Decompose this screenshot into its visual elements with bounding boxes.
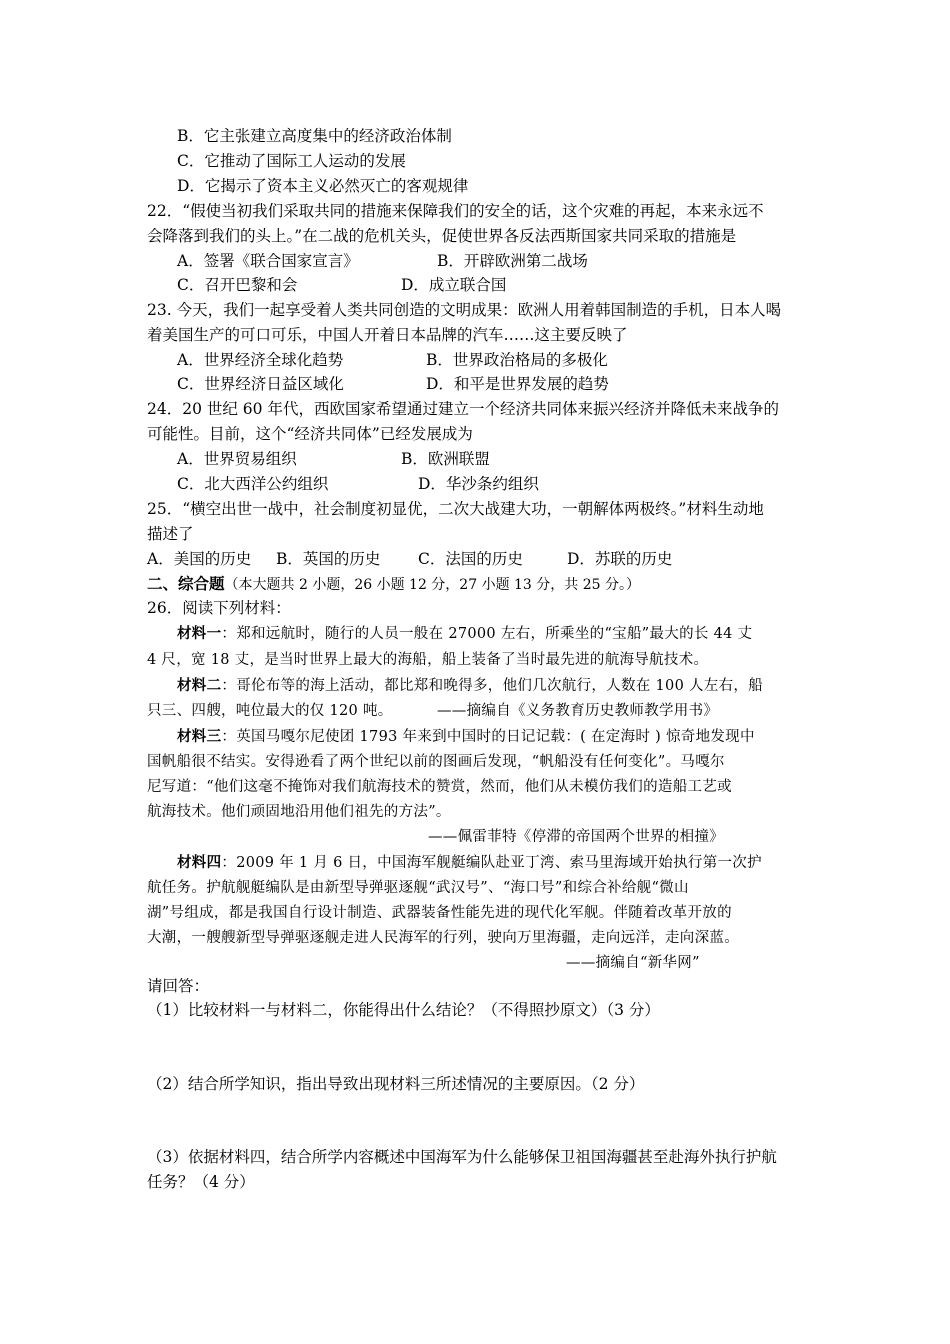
section2-title: 二、综合题 — [147, 574, 225, 593]
q24-stem-line2: 可能性。目前，这个“经济共同体”已经发展成为 — [147, 425, 473, 443]
q26-sub3-line1: （3）依据材料四，结合所学内容概述中国海军为什么能够保卫祖国海疆甚至赴海外执行护航 — [147, 1148, 777, 1166]
q22-option-c: C．召开巴黎和会 — [177, 276, 298, 294]
q24-option-b: B．欧洲联盟 — [401, 450, 490, 468]
q26-ask: 请回答： — [147, 977, 210, 995]
q22-stem-line2: 会降落到我们的头上。”在二战的危机关头，促使世界各反法西斯国家共同采取的措施是 — [147, 227, 737, 245]
q26-material1-label: 材料一 — [177, 625, 222, 642]
q25-option-d: D．苏联的历史 — [567, 550, 673, 568]
q26-sub3-line2: 任务？（4 分） — [147, 1173, 255, 1191]
q26-material4-line3: 湖”号组成，都是我国自行设计制造、武器装备性能先进的现代化军舰。伴随着改革开放的 — [147, 905, 732, 921]
q26-material1-text1: ：郑和远航时，随行的人员一般在 27000 左右，所乘坐的“宝船”最大的长 44 丈 — [221, 626, 753, 642]
q26-material3-source: ——佩雷菲特《停滞的帝国两个世界的相撞》 — [428, 829, 724, 845]
q26-material4-line4: 大潮，一艘艘新型导弹驱逐舰走进人民海军的行列，驶向万里海疆，走向远洋，走向深蓝。 — [147, 930, 739, 946]
q24-stem-line1: 24．20 世纪 60 年代，西欧国家希望通过建立一个经济共同体来振兴经济并降低未来战争的 — [147, 400, 779, 418]
q26-sub2: （2）结合所学知识，指出导致出现材料三所述情况的主要原因。（2 分） — [147, 1075, 645, 1093]
q26-material3-line1 — [177, 727, 755, 747]
q24-option-d: D．华沙条约组织 — [418, 475, 539, 493]
q26-material3-line3: 尼写道：“他们这毫不掩饰对我们航海技术的赞赏，然而，他们从未模仿我们的造船工艺或 — [147, 779, 732, 795]
q25-option-a: A．美国的历史 — [147, 550, 252, 568]
q26-material3-text1: ：英国马嘎尔尼使团 1793 年来到中国时的日记记载：( 在定海时 ) 惊奇地发现中 — [221, 729, 755, 745]
q26-material2-text2: 只三、四艘，吨位最大的仅 120 吨。 — [147, 703, 393, 719]
q26-material2-label: 材料二 — [177, 677, 222, 694]
q26-intro: 26．阅读下列材料： — [147, 599, 291, 617]
q21-option-c: C．它推动了国际工人运动的发展 — [177, 152, 406, 170]
q26-material2-source: ——摘编自《义务教育历史教师教学用书》 — [437, 703, 719, 719]
q23-stem-line1: 23. 今天，我们一起享受着人类共同创造的文明成果：欧洲人用着韩国制造的手机，日本人喝 — [147, 301, 782, 319]
q26-sub1: （1）比较材料一与材料二，你能得出什么结论？（不得照抄原文）（3 分） — [147, 1001, 660, 1019]
q25-stem-line2: 描述了 — [147, 525, 194, 543]
q22-stem-line1: 22．“假使当初我们采取共同的措施来保障我们的安全的话，这个灾难的再起，本来永远不 — [147, 202, 764, 220]
q23-option-c: C．世界经济日益区域化 — [177, 375, 344, 393]
q23-option-a: A．世界经济全球化趋势 — [177, 351, 344, 369]
section2-note: （本大题共 2 小题，26 小题 12 分，27 小题 13 分，共 25 分。） — [224, 577, 640, 593]
q26-material4-line1 — [177, 853, 762, 873]
q22-option-a: A．签署《联合国家宣言》 — [177, 252, 359, 270]
q26-material4-source: ——摘编自“新华网” — [566, 955, 700, 971]
q24-option-a: A．世界贸易组织 — [177, 450, 297, 468]
q25-option-b: B．英国的历史 — [276, 550, 381, 568]
q22-option-b: B．开辟欧洲第二战场 — [437, 252, 588, 270]
q26-material3-line4: 航海技术。他们顽固地沿用他们祖先的方法”。 — [147, 804, 451, 820]
q26-material4-text1: ：2009 年 1 月 6 日，中国海军舰艇编队赴亚丁湾、索马里海域开始执行第一次护 — [221, 855, 762, 871]
q25-option-c: C．法国的历史 — [418, 550, 523, 568]
q23-stem-line2: 着美国生产的可口可乐，中国人开着日本品牌的汽车……这主要反映了 — [147, 326, 628, 344]
q26-material4-label: 材料四 — [177, 854, 222, 871]
q21-option-d: D．它揭示了资本主义必然灭亡的客观规律 — [177, 177, 469, 195]
q26-material3-line2: 国帆船很不结实。安得逊看了两个世纪以前的图画后发现，“帆船没有任何变化”。马嘎尔 — [147, 754, 725, 770]
q26-material1-line1 — [177, 624, 752, 644]
q26-material3-label: 材料三 — [177, 728, 222, 745]
q26-material2-line1 — [177, 676, 763, 696]
q25-stem-line1: 25．“横空出世一战中，社会制度初显优，二次大战建大功，一朝解体两极终。”材料生动地 — [147, 500, 764, 518]
q23-option-d: D．和平是世界发展的趋势 — [426, 375, 609, 393]
q26-material2-line2 — [147, 701, 719, 721]
q26-material2-text1: ：哥伦布等的海上活动，都比郑和晚得多，他们几次航行，人数在 100 人左右，船 — [221, 678, 763, 694]
q21-option-b: B．它主张建立高度集中的经济政治体制 — [177, 127, 452, 145]
q24-option-c: C．北大西洋公约组织 — [177, 475, 329, 493]
q26-material1-line2: 4 尺，宽 18 丈，是当时世界上最大的海船，船上装备了当时最先进的航海导航技术。 — [147, 652, 709, 668]
q26-material4-line2: 航任务。护航舰艇编队是由新型导弹驱逐舰“武汉号”、“海口号”和综合补给舰“微山 — [147, 880, 689, 896]
q22-option-d: D．成立联合国 — [401, 276, 507, 294]
section2-heading — [147, 574, 640, 595]
q23-option-b: B．世界政治格局的多极化 — [426, 351, 608, 369]
